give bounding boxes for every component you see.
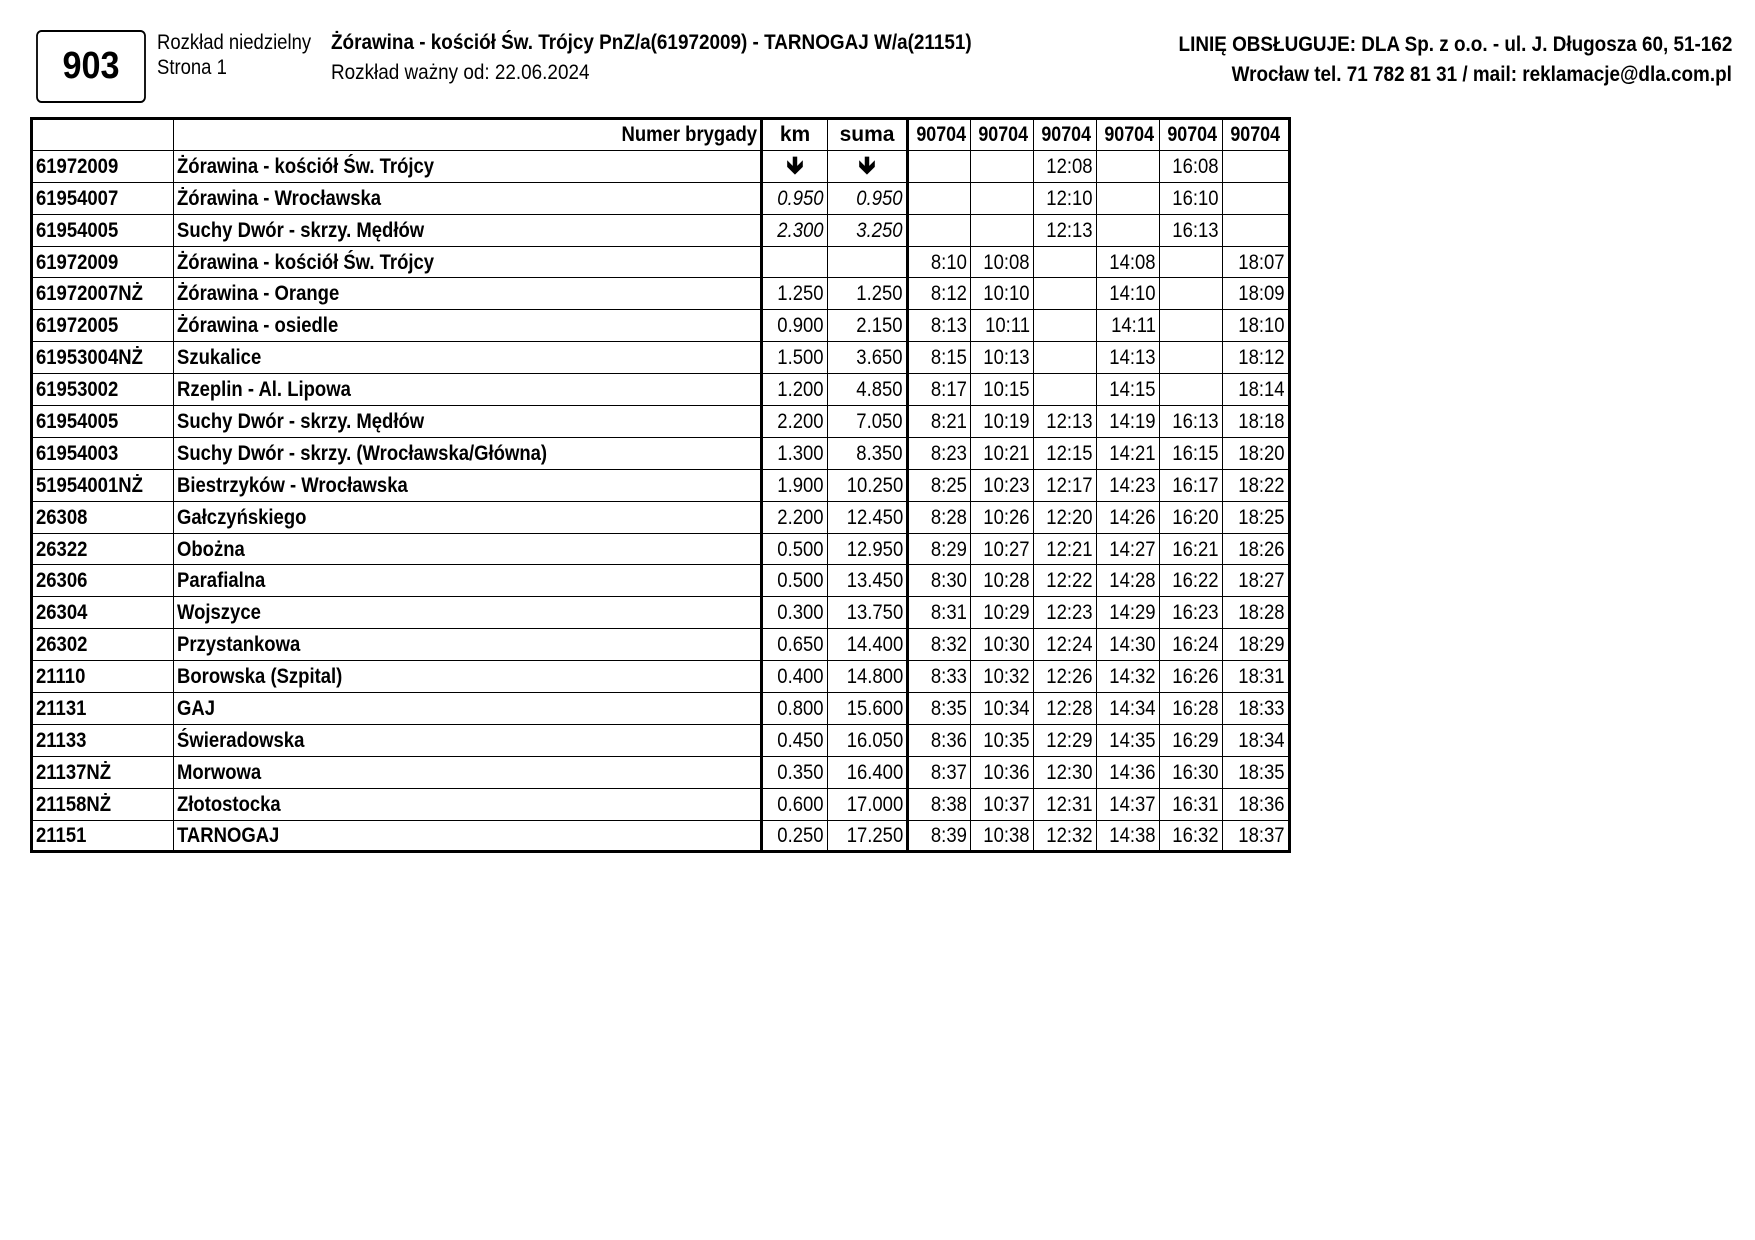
departure-time: 8:29 (908, 533, 971, 565)
departure-time: 8:31 (908, 597, 971, 629)
departure-time: 12:32 (1034, 820, 1097, 852)
departure-time: 12:29 (1034, 724, 1097, 756)
departure-time: 18:07 (1223, 246, 1290, 278)
departure-time: 16:10 (1160, 182, 1223, 214)
departure-time: 18:12 (1223, 342, 1290, 374)
distance-km: 0.950 (762, 182, 828, 214)
departure-time: 14:26 (1097, 501, 1160, 533)
departure-time (1097, 182, 1160, 214)
departure-time: 8:12 (908, 278, 971, 310)
distance-sum: 4.850 (828, 374, 908, 406)
departure-time: 8:28 (908, 501, 971, 533)
departure-time: 8:32 (908, 629, 971, 661)
distance-km: 1.900 (762, 469, 828, 501)
distance-km: 0.350 (762, 756, 828, 788)
table-row (32, 661, 1290, 693)
stop-name: Złotostocka (174, 788, 762, 820)
distance-km: 1.250 (762, 278, 828, 310)
stop-name: Biestrzyków - Wrocławska (174, 469, 762, 501)
stop-name: Suchy Dwór - skrzy. (Wrocławska/Główna) (174, 437, 762, 469)
stop-name: Żórawina - kościół Św. Trójcy (174, 150, 762, 182)
distance-km: 2.200 (762, 501, 828, 533)
departure-time: 8:30 (908, 565, 971, 597)
departure-time: 12:13 (1034, 214, 1097, 246)
departure-time: 18:35 (1223, 756, 1290, 788)
stop-code: 61972007NŻ (32, 278, 174, 310)
departure-time: 10:34 (971, 693, 1034, 725)
departure-time: 14:29 (1097, 597, 1160, 629)
stop-code: 26306 (32, 565, 174, 597)
departure-time: 12:20 (1034, 501, 1097, 533)
departure-time: 16:32 (1160, 820, 1223, 852)
departure-time: 10:10 (971, 278, 1034, 310)
departure-time: 8:33 (908, 661, 971, 693)
distance-sum: 3.650 (828, 342, 908, 374)
departure-time: 16:28 (1160, 693, 1223, 725)
departure-time: 10:23 (971, 469, 1034, 501)
stop-code: 61953004NŻ (32, 342, 174, 374)
stop-code: 21110 (32, 661, 174, 693)
departure-time: 10:21 (971, 437, 1034, 469)
departure-time: 18:09 (1223, 278, 1290, 310)
table-row (32, 182, 1290, 214)
distance-km: 0.250 (762, 820, 828, 852)
departure-time: 16:08 (1160, 150, 1223, 182)
departure-time: 14:11 (1097, 310, 1160, 342)
table-row (32, 501, 1290, 533)
departure-time (1034, 246, 1097, 278)
departure-time: 12:28 (1034, 693, 1097, 725)
departure-time: 16:17 (1160, 469, 1223, 501)
departure-time: 14:28 (1097, 565, 1160, 597)
departure-time (1223, 182, 1290, 214)
departure-time: 18:37 (1223, 820, 1290, 852)
departure-time: 18:10 (1223, 310, 1290, 342)
departure-time: 8:25 (908, 469, 971, 501)
table-row (32, 629, 1290, 661)
distance-sum: 16.050 (828, 724, 908, 756)
departure-time: 8:39 (908, 820, 971, 852)
stop-code: 21158NŻ (32, 788, 174, 820)
stop-name: Morwowa (174, 756, 762, 788)
departure-time: 18:29 (1223, 629, 1290, 661)
table-row (32, 820, 1290, 852)
departure-time: 18:20 (1223, 437, 1290, 469)
departure-time (1160, 342, 1223, 374)
departure-time: 16:13 (1160, 214, 1223, 246)
table-row (32, 533, 1290, 565)
table-row (32, 246, 1290, 278)
departure-time: 10:13 (971, 342, 1034, 374)
header-row (32, 119, 1290, 151)
departure-time (1034, 342, 1097, 374)
table-row (32, 469, 1290, 501)
distance-km: 0.800 (762, 693, 828, 725)
stop-code: 61953002 (32, 374, 174, 406)
brigade-number: 90704 (908, 119, 971, 151)
timetable (30, 117, 1291, 853)
distance-sum: 10.250 (828, 469, 908, 501)
stop-name: Gałczyńskiego (174, 501, 762, 533)
table-row (32, 278, 1290, 310)
departure-time: 10:28 (971, 565, 1034, 597)
distance-km: 0.500 (762, 565, 828, 597)
departure-time: 8:23 (908, 437, 971, 469)
distance-sum: 17.000 (828, 788, 908, 820)
departure-time: 14:15 (1097, 374, 1160, 406)
stop-name: Żórawina - kościół Św. Trójcy (174, 246, 762, 278)
table-row (32, 150, 1290, 182)
departure-time: 14:19 (1097, 406, 1160, 438)
departure-time: 12:30 (1034, 756, 1097, 788)
departure-time: 12:15 (1034, 437, 1097, 469)
table-row (32, 565, 1290, 597)
departure-time: 16:24 (1160, 629, 1223, 661)
departure-time: 18:36 (1223, 788, 1290, 820)
departure-time: 8:37 (908, 756, 971, 788)
table-row (32, 756, 1290, 788)
departure-time: 12:21 (1034, 533, 1097, 565)
brigade-number: 90704 (1160, 119, 1223, 151)
departure-time (971, 182, 1034, 214)
departure-time (1223, 214, 1290, 246)
table-row (32, 693, 1290, 725)
table-row (32, 342, 1290, 374)
stop-name: Suchy Dwór - skrzy. Mędłów (174, 406, 762, 438)
distance-km: 1.500 (762, 342, 828, 374)
distance-sum: 12.950 (828, 533, 908, 565)
departure-time: 12:24 (1034, 629, 1097, 661)
stop-code: 61954005 (32, 406, 174, 438)
distance-sum (828, 246, 908, 278)
distance-sum: 14.400 (828, 629, 908, 661)
departure-time: 14:37 (1097, 788, 1160, 820)
stop-name: Rzeplin - Al. Lipowa (174, 374, 762, 406)
departure-time: 14:08 (1097, 246, 1160, 278)
distance-km: 🡻 (762, 150, 828, 182)
distance-km: 1.200 (762, 374, 828, 406)
departure-time: 10:08 (971, 246, 1034, 278)
distance-sum: 14.800 (828, 661, 908, 693)
table-row (32, 597, 1290, 629)
departure-time: 14:13 (1097, 342, 1160, 374)
distance-sum: 13.750 (828, 597, 908, 629)
stop-name: Szukalice (174, 342, 762, 374)
distance-sum: 17.250 (828, 820, 908, 852)
sum-header: suma (828, 119, 908, 151)
departure-time: 12:26 (1034, 661, 1097, 693)
departure-time: 8:35 (908, 693, 971, 725)
departure-time: 8:21 (908, 406, 971, 438)
brigade-number-label: Numer brygady (174, 119, 762, 151)
table-row (32, 437, 1290, 469)
stop-code: 26304 (32, 597, 174, 629)
stop-name: TARNOGAJ (174, 820, 762, 852)
departure-time: 12:17 (1034, 469, 1097, 501)
departure-time (1160, 278, 1223, 310)
operator-contact: Wrocław tel. 71 782 81 31 / mail: reklamacje@dla.com.pl (1231, 63, 1732, 86)
departure-time: 16:22 (1160, 565, 1223, 597)
distance-sum: 13.450 (828, 565, 908, 597)
page-label: Strona 1 (157, 56, 227, 79)
table-row (32, 724, 1290, 756)
departure-time: 16:23 (1160, 597, 1223, 629)
departure-time: 12:22 (1034, 565, 1097, 597)
departure-time: 8:13 (908, 310, 971, 342)
departure-time (971, 214, 1034, 246)
line-number: 903 (36, 30, 146, 103)
departure-time: 16:21 (1160, 533, 1223, 565)
distance-sum: 8.350 (828, 437, 908, 469)
departure-time: 10:35 (971, 724, 1034, 756)
stop-name: Suchy Dwór - skrzy. Mędłów (174, 214, 762, 246)
departure-time: 12:10 (1034, 182, 1097, 214)
departure-time: 14:36 (1097, 756, 1160, 788)
stop-name: Żórawina - Wrocławska (174, 182, 762, 214)
brigade-number: 90704 (1223, 119, 1290, 151)
departure-time: 16:13 (1160, 406, 1223, 438)
distance-km: 0.600 (762, 788, 828, 820)
stop-code: 61972005 (32, 310, 174, 342)
departure-time: 18:28 (1223, 597, 1290, 629)
table-row (32, 310, 1290, 342)
departure-time: 14:30 (1097, 629, 1160, 661)
departure-time: 10:38 (971, 820, 1034, 852)
departure-time: 14:21 (1097, 437, 1160, 469)
distance-km: 0.300 (762, 597, 828, 629)
departure-time (1160, 310, 1223, 342)
departure-time: 10:27 (971, 533, 1034, 565)
departure-time: 16:20 (1160, 501, 1223, 533)
departure-time: 8:10 (908, 246, 971, 278)
departure-time: 16:30 (1160, 756, 1223, 788)
stop-name: Obożna (174, 533, 762, 565)
departure-time: 18:26 (1223, 533, 1290, 565)
departure-time: 10:29 (971, 597, 1034, 629)
departure-time (908, 150, 971, 182)
schedule-type: Rozkład niedzielny (157, 31, 312, 54)
distance-sum: 7.050 (828, 406, 908, 438)
departure-time: 10:11 (971, 310, 1034, 342)
departure-time: 8:36 (908, 724, 971, 756)
table-row (32, 374, 1290, 406)
distance-km: 2.200 (762, 406, 828, 438)
departure-time: 18:27 (1223, 565, 1290, 597)
departure-time (1223, 150, 1290, 182)
departure-time: 12:13 (1034, 406, 1097, 438)
distance-km: 0.900 (762, 310, 828, 342)
stop-code: 61954005 (32, 214, 174, 246)
departure-time: 10:36 (971, 756, 1034, 788)
departure-time: 18:31 (1223, 661, 1290, 693)
departure-time (1097, 150, 1160, 182)
operator-info: LINIĘ OBSŁUGUJE: DLA Sp. z o.o. - ul. J. Długosza 60, 51-162 (1178, 33, 1732, 56)
distance-sum: 16.400 (828, 756, 908, 788)
departure-time: 14:10 (1097, 278, 1160, 310)
distance-km: 2.300 (762, 214, 828, 246)
departure-time (1034, 310, 1097, 342)
distance-km: 0.650 (762, 629, 828, 661)
route-title: Żórawina - kościół Św. Trójcy PnZ/a(61972009) - TARNOGAJ W/a(21151) (331, 31, 972, 54)
stop-code: 26322 (32, 533, 174, 565)
departure-time: 18:14 (1223, 374, 1290, 406)
departure-time: 18:25 (1223, 501, 1290, 533)
brigade-number: 90704 (1034, 119, 1097, 151)
departure-time: 14:27 (1097, 533, 1160, 565)
departure-time (1034, 278, 1097, 310)
distance-sum: 1.250 (828, 278, 908, 310)
stop-code: 26308 (32, 501, 174, 533)
departure-time: 16:29 (1160, 724, 1223, 756)
departure-time (1034, 374, 1097, 406)
stop-code: 61972009 (32, 246, 174, 278)
distance-sum: 15.600 (828, 693, 908, 725)
departure-time (1160, 374, 1223, 406)
stop-name: GAJ (174, 693, 762, 725)
departure-time (908, 182, 971, 214)
departure-time: 16:15 (1160, 437, 1223, 469)
departure-time: 18:18 (1223, 406, 1290, 438)
departure-time (971, 150, 1034, 182)
departure-time: 14:23 (1097, 469, 1160, 501)
stop-name: Borowska (Szpital) (174, 661, 762, 693)
stop-name: Przystankowa (174, 629, 762, 661)
departure-time: 14:32 (1097, 661, 1160, 693)
departure-time (1160, 246, 1223, 278)
departure-time (1097, 214, 1160, 246)
departure-time: 10:15 (971, 374, 1034, 406)
departure-time: 10:32 (971, 661, 1034, 693)
departure-time: 12:31 (1034, 788, 1097, 820)
departure-time: 18:33 (1223, 693, 1290, 725)
departure-time (908, 214, 971, 246)
departure-time: 18:22 (1223, 469, 1290, 501)
departure-time: 10:19 (971, 406, 1034, 438)
km-header: km (762, 119, 828, 151)
brigade-number: 90704 (1097, 119, 1160, 151)
stop-name: Żórawina - Orange (174, 278, 762, 310)
table-row (32, 788, 1290, 820)
departure-time: 10:30 (971, 629, 1034, 661)
distance-sum: 🡻 (828, 150, 908, 182)
departure-time: 14:34 (1097, 693, 1160, 725)
departure-time: 12:23 (1034, 597, 1097, 629)
distance-sum: 12.450 (828, 501, 908, 533)
stop-code: 61954007 (32, 182, 174, 214)
departure-time: 12:08 (1034, 150, 1097, 182)
stop-code: 21137NŻ (32, 756, 174, 788)
stop-code: 61972009 (32, 150, 174, 182)
brigade-number: 90704 (971, 119, 1034, 151)
departure-time: 18:34 (1223, 724, 1290, 756)
departure-time: 16:26 (1160, 661, 1223, 693)
departure-time: 10:37 (971, 788, 1034, 820)
departure-time: 16:31 (1160, 788, 1223, 820)
departure-time: 8:17 (908, 374, 971, 406)
stop-code: 51954001NŻ (32, 469, 174, 501)
departure-time: 14:35 (1097, 724, 1160, 756)
distance-km: 0.400 (762, 661, 828, 693)
stop-name: Parafialna (174, 565, 762, 597)
distance-sum: 3.250 (828, 214, 908, 246)
distance-sum: 2.150 (828, 310, 908, 342)
departure-time: 8:38 (908, 788, 971, 820)
distance-km: 0.450 (762, 724, 828, 756)
departure-time: 10:26 (971, 501, 1034, 533)
distance-km (762, 246, 828, 278)
table-row (32, 406, 1290, 438)
valid-from-date: Rozkład ważny od: 22.06.2024 (331, 61, 590, 84)
stop-code: 21133 (32, 724, 174, 756)
stop-name: Żórawina - osiedle (174, 310, 762, 342)
stop-name: Świeradowska (174, 724, 762, 756)
distance-sum: 0.950 (828, 182, 908, 214)
stop-code: 26302 (32, 629, 174, 661)
distance-km: 1.300 (762, 437, 828, 469)
departure-time: 14:38 (1097, 820, 1160, 852)
stop-code: 21131 (32, 693, 174, 725)
stop-code: 21151 (32, 820, 174, 852)
stop-code: 61954003 (32, 437, 174, 469)
departure-time: 8:15 (908, 342, 971, 374)
distance-km: 0.500 (762, 533, 828, 565)
table-row (32, 214, 1290, 246)
stop-name: Wojszyce (174, 597, 762, 629)
